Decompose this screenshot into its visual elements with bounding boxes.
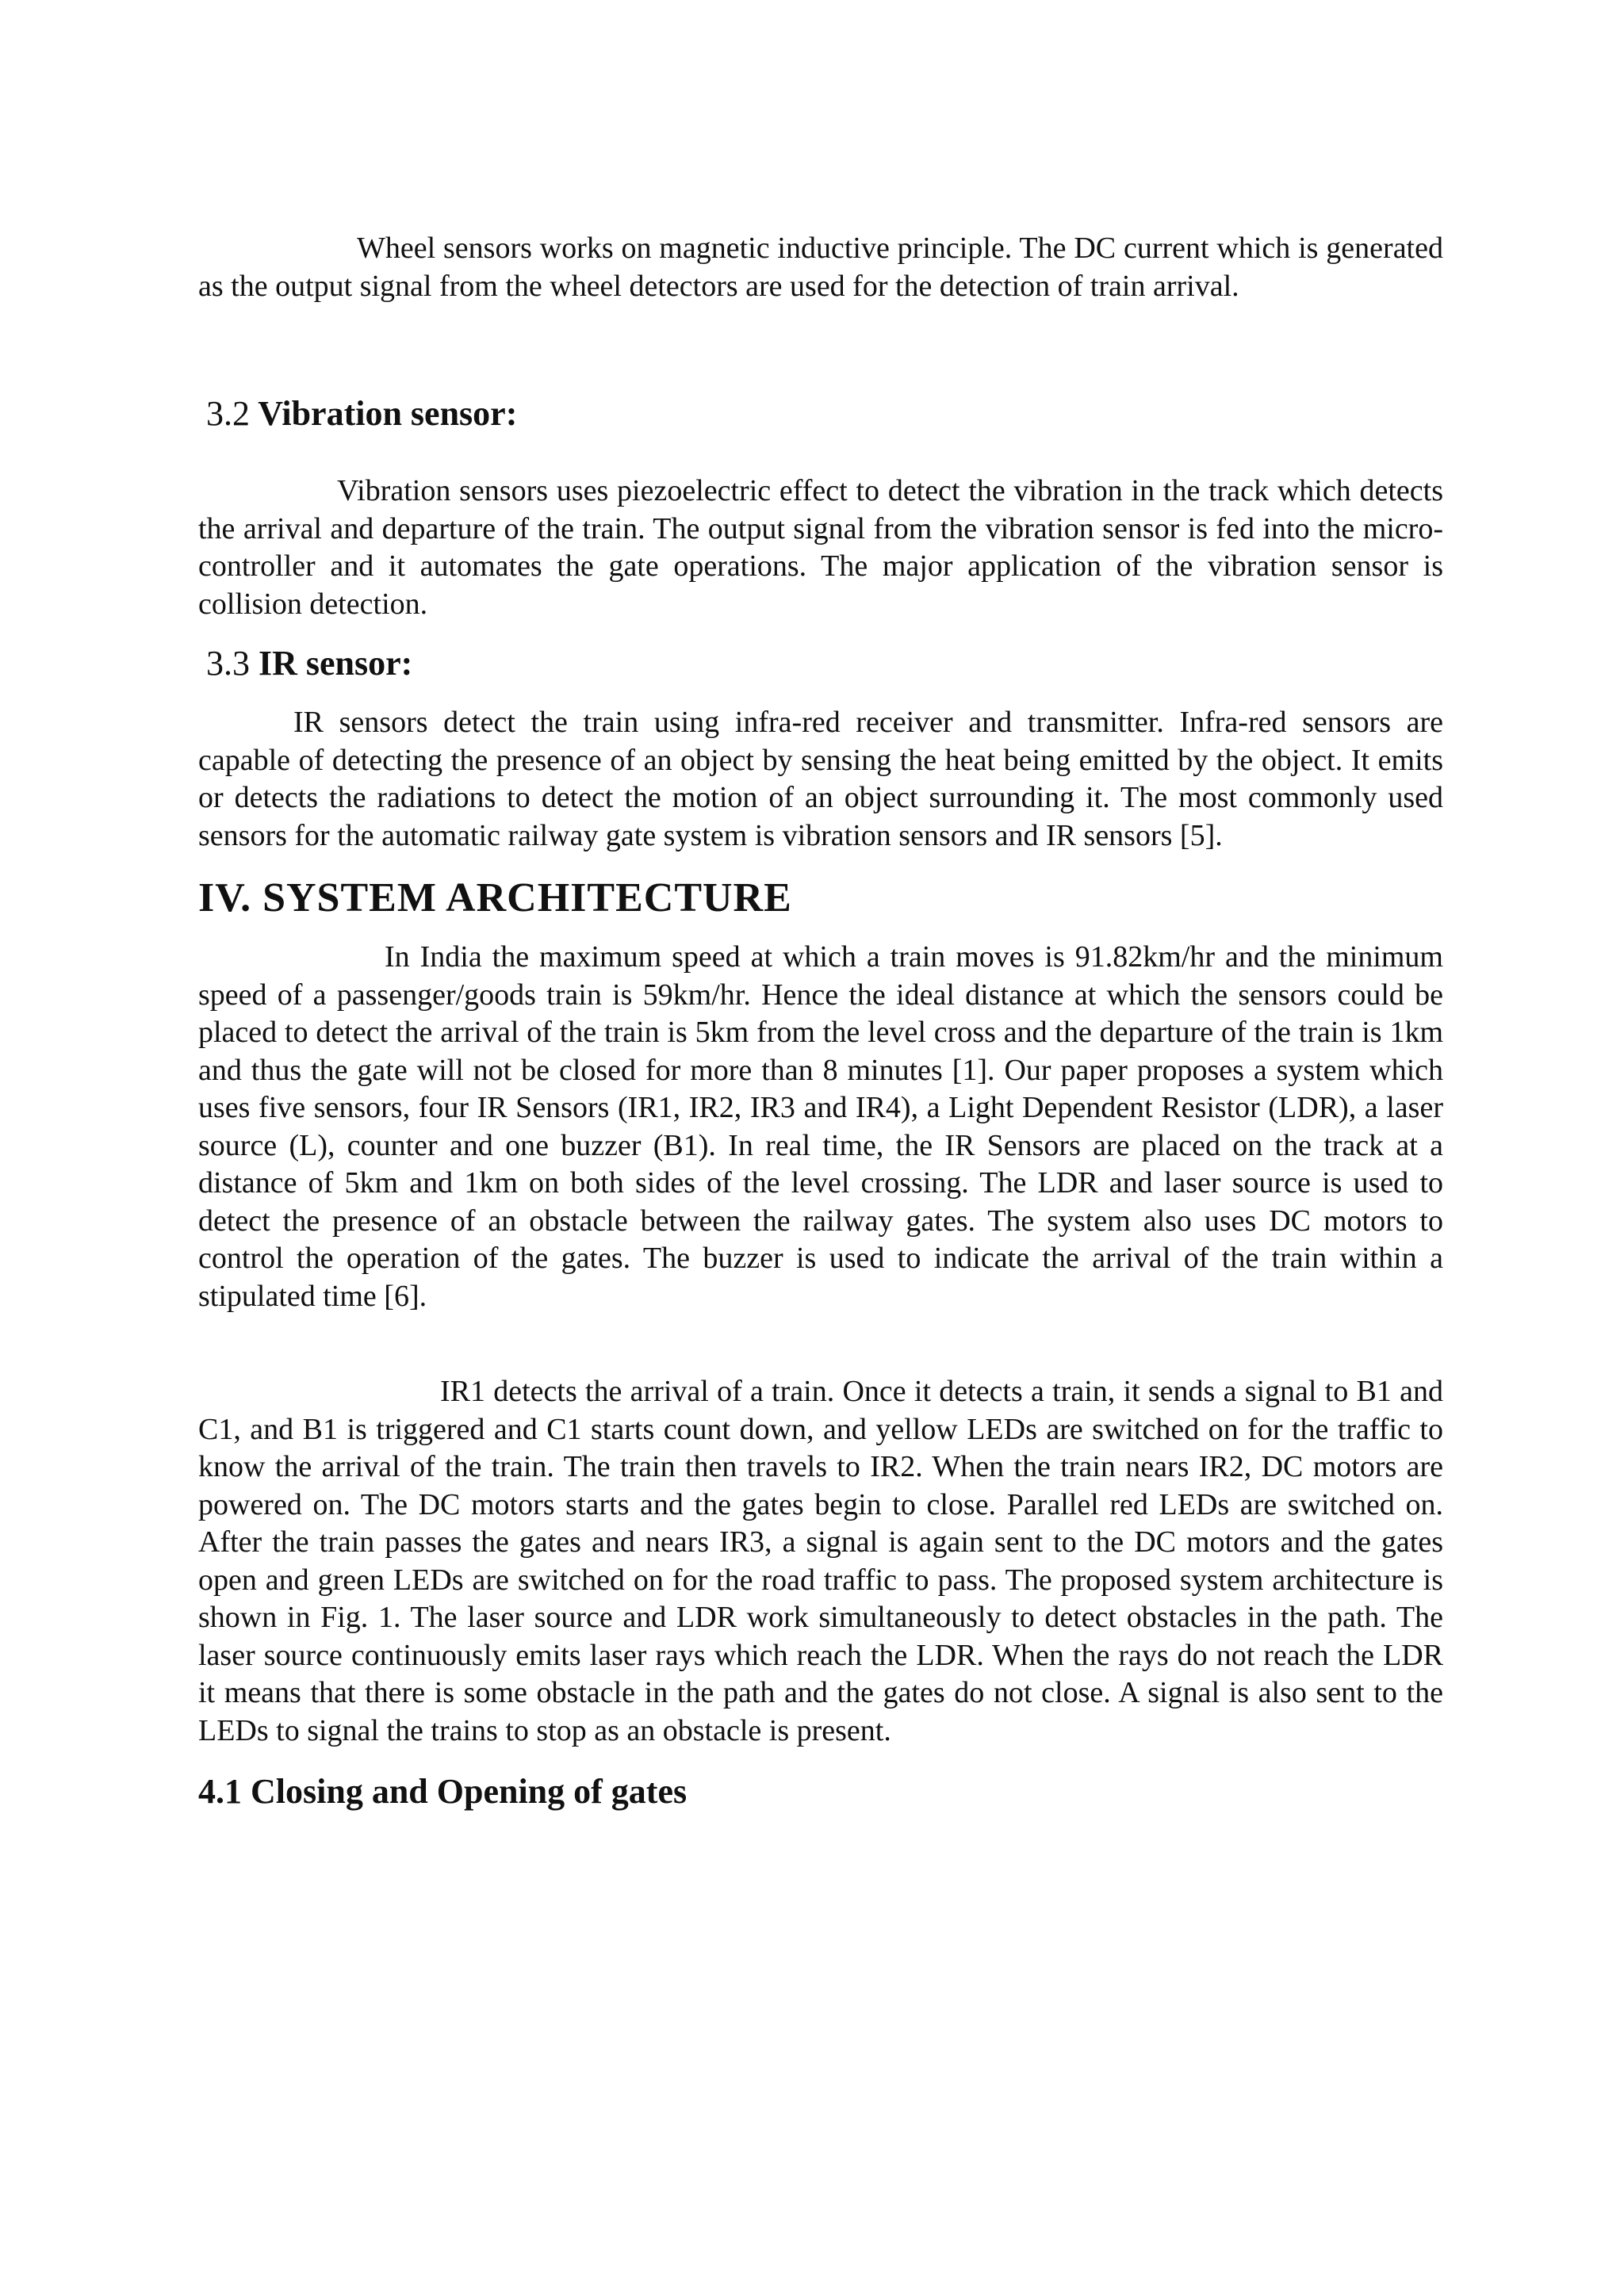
- section-heading-iv: IV. SYSTEM ARCHITECTURE: [198, 875, 792, 920]
- heading-3-3: [198, 642, 1443, 685]
- heading-4-1: 4.1 Closing and Opening of gates: [198, 1772, 688, 1811]
- paragraph-ir-sensor: IR sensors detect the train using infra-red receiver and transmitter. Infra-red sensors are capable of detecting the presence of an object by sensing the heat being emitted by the object. It emits or detects the radiations to detect the motion of an object surrounding it. The most commonly used sensors for the automatic railway gate system is vibration sensors and IR sensors [5].: [198, 706, 1443, 852]
- heading-3-2: [198, 392, 1443, 435]
- heading-3-3-title: IR sensor:: [259, 644, 413, 683]
- heading-3-2-title: Vibration sensor:: [258, 394, 518, 433]
- heading-3-3-number: 3.3: [206, 644, 250, 683]
- paragraph-wheel-sensors: Wheel sensors works on magnetic inductive principle. The DC current which is generated as the output signal from the wheel detectors are used for the detection of train arrival.: [198, 232, 1443, 303]
- paragraph-vibration-sensor: Vibration sensors uses piezoelectric effect to detect the vibration in the track which detects the arrival and departure of the train. The output signal from the vibration sensor is fed into the micro-controller and it automates the gate operations. The major application of the vibration sensor is collision detection.: [198, 474, 1443, 621]
- paragraph-architecture-2: IR1 detects the arrival of a train. Once it detects a train, it sends a signal to B1 and C1, and B1 is triggered and C1 starts count down, and yellow LEDs are switched on for the traffic to know the arrival of the train. The train then travels to IR2. When the train nears IR2, DC motors are powered on. The DC motors starts and the gates begin to close. Parallel red LEDs are switched on. After the train passes the gates and nears IR3, a signal is again sent to the DC motors and the gates open and green LEDs are switched on for the road traffic to pass. The proposed system architecture is shown in Fig. 1. The laser source and LDR work simultaneously to detect obstacles in the path. The laser source continuously emits laser rays which reach the LDR. When the rays do not reach the LDR it means that there is some obstacle in the path and the gates do not close. A signal is also sent to the LEDs to signal the trains to stop as an obstacle is present.: [198, 1375, 1443, 1747]
- paper-page: [198, 230, 1443, 1813]
- heading-3-2-number: 3.2: [206, 394, 250, 433]
- paragraph-architecture-1: In India the maximum speed at which a train moves is 91.82km/hr and the minimum speed of a passenger/goods train is 59km/hr. Hence the ideal distance at which the sensors could be placed to detect the arrival of the train is 5km from the level cross and the departure of the train is 1km and thus the gate will not be closed for more than 8 minutes [1]. Our paper proposes a system which uses five sensors, four IR Sensors (IR1, IR2, IR3 and IR4), a Light Dependent Resistor (LDR), a laser source (L), counter and one buzzer (B1). In real time, the IR Sensors are placed on the track at a distance of 5km and 1km on both sides of the level crossing. The LDR and laser source is used to detect the presence of an obstacle between the railway gates. The system also uses DC motors to control the operation of the gates. The buzzer is used to indicate the arrival of the train within a stipulated time [6].: [198, 940, 1443, 1313]
